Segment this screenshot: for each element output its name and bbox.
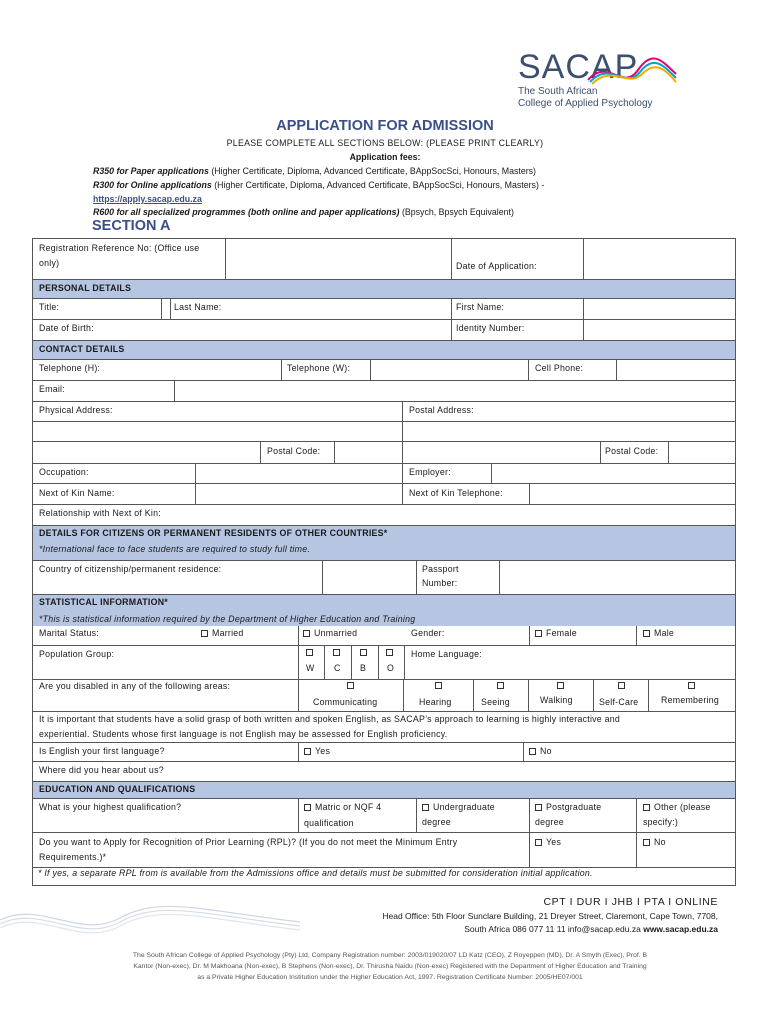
campus-list: CPT I DUR I JHB I PTA I ONLINE [543, 896, 718, 908]
personal-details-heading: PERSONAL DETAILS [39, 283, 132, 293]
contact-details-heading: CONTACT DETAILS [39, 344, 125, 354]
citizens-note: *International face to face students are required to study full time. [39, 544, 311, 554]
seeing-checkbox[interactable] [497, 682, 504, 689]
first-name-label: First Name: [456, 302, 505, 312]
matric-option[interactable]: Matric or NQF 4 [304, 802, 381, 813]
section-title: SECTION A [92, 218, 171, 234]
legal-line-2: Kantor (Non-exec), Dr. M Makhoana (Non-exec), B Stephens (Non-exec), Dr. Thirusha Naidu (Non-exec) Registered with the Department of Higher Education and Training [133, 963, 647, 970]
hearing-label: Hearing [419, 697, 452, 707]
fees-heading: Application fees: [349, 152, 421, 162]
reg-ref-label-2: only) [39, 258, 60, 268]
title-label: Title: [39, 302, 60, 312]
logo-line1: The South African [518, 86, 598, 97]
sacap-logo [518, 50, 678, 112]
remembering-checkbox[interactable] [688, 682, 695, 689]
matric-label-2: qualification [304, 818, 354, 828]
instructions: PLEASE COMPLETE ALL SECTIONS BELOW: (PLEASE PRINT CLEARLY) [226, 138, 544, 148]
walking-checkbox[interactable] [557, 682, 564, 689]
education-heading: EDUCATION AND QUALIFICATIONS [39, 784, 196, 794]
english-yes-option[interactable]: Yes [304, 746, 330, 757]
other-label-2: specify:) [643, 817, 679, 827]
pop-b-label: B [360, 663, 367, 673]
fee-online: R300 for Online applications (Higher Certificate, Diploma, Advanced Certificate, BAppSocSci, Honours, Masters) - [93, 180, 545, 190]
seeing-label: Seeing [481, 697, 510, 707]
dob-label: Date of Birth: [39, 323, 94, 333]
highest-qual-label: What is your highest qualification? [39, 802, 182, 812]
pop-w-checkbox[interactable] [306, 649, 313, 656]
citizens-heading: DETAILS FOR CITIZENS OR PERMANENT RESIDENTS OF OTHER COUNTRIES* [39, 528, 388, 538]
english-question: Is English your first language? [39, 746, 165, 756]
kin-relationship-label: Relationship with Next of Kin: [39, 508, 161, 518]
next-of-kin-label: Next of Kin Name: [39, 488, 115, 498]
communicating-checkbox[interactable] [347, 682, 354, 689]
website-link[interactable]: www.sacap.edu.za [643, 924, 718, 934]
last-name-label: Last Name: [174, 302, 222, 312]
unmarried-option[interactable]: Unmarried [303, 628, 357, 639]
logo-swoosh-icon [578, 52, 678, 92]
stat-heading: STATISTICAL INFORMATION* [39, 597, 168, 607]
passport-label-2: Number: [422, 578, 458, 588]
english-no-option[interactable]: No [529, 746, 552, 757]
english-no-checkbox[interactable] [529, 748, 536, 755]
hearing-checkbox[interactable] [435, 682, 442, 689]
married-option[interactable]: Married [201, 628, 244, 639]
shade-personal [33, 279, 735, 298]
fee-specialized: R600 for all specialized programmes (both online and paper applications) (Bpsych, Bpsych Equivalent) [93, 207, 514, 217]
pop-b-checkbox[interactable] [360, 649, 367, 656]
country-label: Country of citizenship/permanent residence: [39, 564, 222, 574]
reg-ref-label: Registration Reference No: (Office use [39, 243, 200, 253]
english-notice-1: It is important that students have a solid grasp of both written and spoken English, as SACAP’s approach to learning is highly interactive and [39, 714, 621, 724]
selfcare-checkbox[interactable] [618, 682, 625, 689]
employer-label: Employer: [409, 467, 451, 477]
physical-address-label: Physical Address: [39, 405, 113, 415]
postal-code-label-2: Postal Code: [605, 446, 659, 456]
legal-line-3: as a Private Higher Education Institution under the Higher Education Act, 1997. Registration Certificate Number: 2005/HE07/001 [197, 974, 583, 981]
married-checkbox[interactable] [201, 630, 208, 637]
pop-w-label: W [306, 663, 315, 673]
walking-label: Walking [540, 695, 573, 705]
next-of-kin-tel-label: Next of Kin Telephone: [409, 488, 503, 498]
page-title: APPLICATION FOR ADMISSION [276, 118, 494, 134]
date-application-label: Date of Application: [456, 261, 537, 271]
fee-paper: R350 for Paper applications (Higher Certificate, Diploma, Advanced Certificate, BAppSocSci, Honours, Masters) [93, 166, 536, 176]
female-checkbox[interactable] [535, 630, 542, 637]
stat-note: *This is statistical information required by the Department of Higher Education and Training [39, 614, 416, 624]
postgrad-checkbox[interactable] [535, 804, 542, 811]
matric-checkbox[interactable] [304, 804, 311, 811]
other-option[interactable]: Other (please [643, 802, 711, 813]
head-office: Head Office: 5th Floor Sunclare Building, 21 Dreyer Street, Claremont, Cape Town, 7708, [382, 911, 718, 921]
pop-c-checkbox[interactable] [333, 649, 340, 656]
contact-line: South Africa 086 077 11 11 info@sacap.edu.za www.sacap.edu.za [464, 924, 718, 934]
hear-about-label: Where did you hear about us? [39, 765, 164, 775]
tel-home-label: Telephone (H): [39, 363, 101, 373]
other-checkbox[interactable] [643, 804, 650, 811]
rpl-note: * If yes, a separate RPL from is available from the Admissions office and details must be submitted for consideration initial application. [38, 868, 593, 878]
undergrad-checkbox[interactable] [422, 804, 429, 811]
rpl-no-checkbox[interactable] [643, 839, 650, 846]
undergrad-option[interactable]: Undergraduate [422, 802, 495, 813]
selfcare-label: Self-Care [599, 697, 639, 707]
pop-c-label: C [334, 663, 341, 673]
shade-contact [33, 340, 735, 359]
apply-link[interactable]: https://apply.sacap.edu.za [93, 194, 202, 204]
logo-line2: College of Applied Psychology [518, 98, 653, 109]
english-notice-2: experiential. Students whose first language is not English may be assessed for English proficiency. [39, 729, 448, 739]
gender-label: Gender: [411, 628, 445, 638]
rpl-question-2: Requirements.)* [39, 852, 107, 862]
pop-o-checkbox[interactable] [386, 649, 393, 656]
rpl-question: Do you want to Apply for Recognition of Prior Learning (RPL)? (If you do not meet the Minimum Entry [39, 837, 458, 847]
cell-phone-label: Cell Phone: [535, 363, 584, 373]
postgrad-label-2: degree [535, 817, 564, 827]
application-form [32, 238, 736, 886]
postal-address-label: Postal Address: [409, 405, 474, 415]
postgrad-option[interactable]: Postgraduate [535, 802, 601, 813]
english-yes-checkbox[interactable] [304, 748, 311, 755]
marital-label: Marital Status: [39, 628, 99, 638]
unmarried-checkbox[interactable] [303, 630, 310, 637]
tel-work-label: Telephone (W): [287, 363, 351, 373]
remembering-label: Remembering [661, 695, 719, 705]
rpl-yes-option[interactable]: Yes [535, 837, 561, 848]
id-number-label: Identity Number: [456, 323, 525, 333]
female-option[interactable]: Female [535, 628, 577, 639]
disabled-label: Are you disabled in any of the following areas: [39, 681, 231, 691]
rpl-yes-checkbox[interactable] [535, 839, 542, 846]
pop-o-label: O [387, 663, 395, 673]
home-language-label: Home Language: [411, 649, 482, 659]
email-label: Email: [39, 384, 65, 394]
postal-code-label: Postal Code: [267, 446, 321, 456]
passport-label: Passport [422, 564, 459, 574]
male-option[interactable]: Male [643, 628, 674, 639]
rpl-no-option[interactable]: No [643, 837, 666, 848]
male-checkbox[interactable] [643, 630, 650, 637]
logo-brand: SACAP [518, 48, 639, 86]
population-label: Population Group: [39, 649, 115, 659]
legal-line-1: The South African College of Applied Psychology (Pty) Ltd, Company Registration number: 2003/019020/07 LD Katz (CEO), Z Royeppen (MD), Dr. A Smyth (Exec), Prof. B [132, 952, 648, 959]
communicating-label: Communicating [313, 697, 378, 707]
occupation-label: Occupation: [39, 467, 89, 477]
undergrad-label-2: degree [422, 817, 451, 827]
